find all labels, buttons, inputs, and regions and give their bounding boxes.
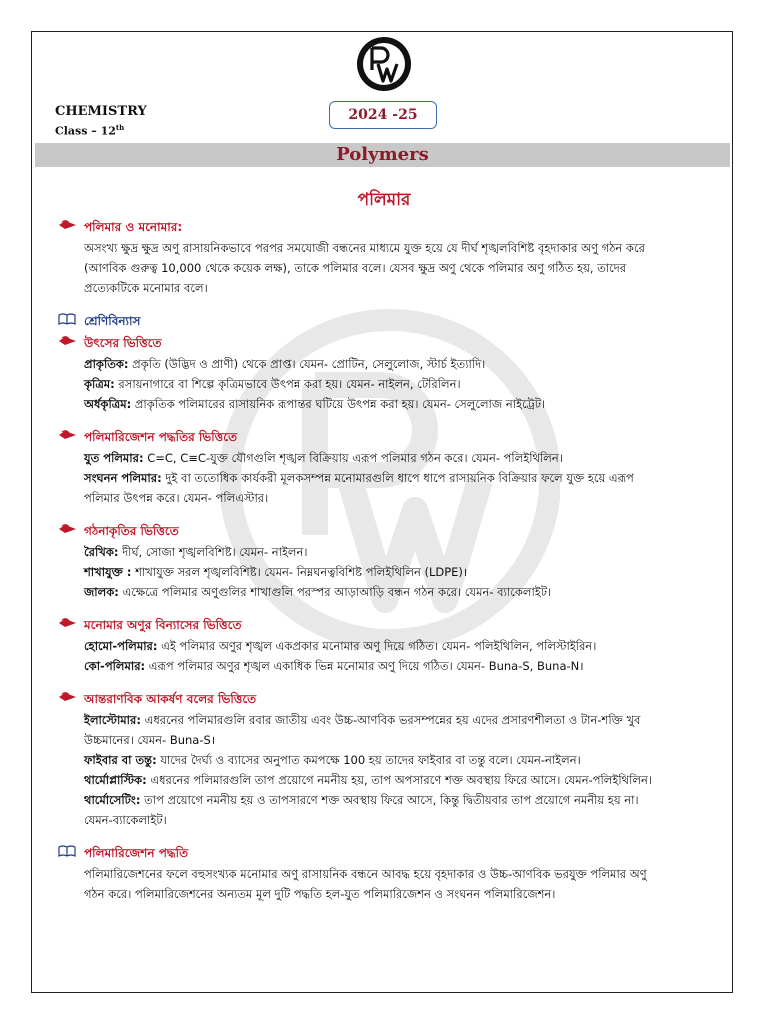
- section-heading: গঠনাকৃতির ভিত্তিতে: [58, 520, 733, 542]
- section-heading: পলিমার ও মনোমার:: [58, 216, 733, 238]
- pw-logo: [356, 36, 412, 92]
- section-heading: উৎসের ভিত্তিতে: [58, 332, 733, 354]
- definition-list: [58, 542, 733, 602]
- class-label: Class – 12th: [55, 123, 125, 138]
- definition-list: [58, 354, 733, 414]
- list-item: থার্মোসেটিং: তাপ প্রয়োগে নমনীয় হয় ও তাপসারণে শক্ত অবস্থায় ফিরে আসে, কিন্তু দ্বিতীয়বার তাপ প্রয়োগে নমনীয় হয় না।: [84, 793, 639, 807]
- paragraph: পলিমারিজেশনের ফলে বহুসংখ্যক মনোমার অণু রাসায়নিক বন্ধনে আবদ্ধ হয়ে বৃহদাকার ও উচ্চ-আণবিক ভরযুক্ত পলিমার অণু গঠন করে। পলিমারিজেশনের অন্যতম মূল দুটি পদ্ধতি হল-যুত পলিমারিজেশন ও সংঘনন পলিমারিজেশন।: [84, 867, 647, 901]
- section-heading: মনোমার অণুর বিন্যাসের ভিত্তিতে: [58, 614, 733, 636]
- list-item: প্রাকৃতিক: প্রকৃতি (উদ্ভিদ ও প্রাণী) থেকে প্রাপ্ত। যেমন- প্রোটিন, সেলুলোজ, স্টার্চ ইত্যাদি।: [84, 357, 486, 371]
- paragraph: অসংখ্য ক্ষুদ্র ক্ষুদ্র অণু রাসায়নিকভাবে পরপর সমযোজী বন্ধনের মাধ্যমে যুক্ত হয়ে যে দীর্ঘ শৃঙ্খলবিশিষ্ট বৃহদাকার অণু গঠন করে (আণবিক গুরুত্ব 10,000 থেকে কয়েক লক্ষ), তাকে পলিমার বলে। যেসব ক্ষুদ্র অণু থেকে পলিমার অণু গঠিত হয়, তাদের প্রত্যেকটিকে মনোমার বলে।: [84, 241, 645, 295]
- topic-title-bar: Polymers: [35, 143, 730, 167]
- section-heading: পলিমারিজেশন পদ্ধতির ভিত্তিতে: [58, 426, 733, 448]
- list-item: উচ্চমানের। যেমন- Buna-S।: [84, 733, 216, 747]
- pointing-hand-icon: [58, 689, 84, 709]
- list-item: কো-পলিমার: এরূপ পলিমার অণুর শৃঙ্খল একাধিক ভিন্ন মনোমার অণু দিয়ে গঠিত। যেমন- Buna-S, Buna-N।: [84, 659, 584, 673]
- list-item: রৈখিক: দীর্ঘ, সোজা শৃঙ্খলবিশিষ্ট। যেমন- নাইলন।: [84, 545, 308, 559]
- section-heading: পলিমারিজেশন পদ্ধতি: [58, 842, 733, 864]
- list-item: সংঘনন পলিমার: দুই বা ততোধিক কার্যকরী মূলকসম্পন্ন মনোমারগুলি ধাপে ধাপে রাসায়নিক বিক্রিয়ার ফলে যুক্ত হয়ে এরূপ: [84, 471, 634, 485]
- definition-list: [58, 448, 733, 508]
- section-heading: শ্রেণিবিন্যাস: [58, 310, 733, 332]
- list-item: জালক: এক্ষেত্রে পলিমার অণুগুলির শাখাগুলি পরস্পর আড়াআড়ি বন্ধন গঠন করে। যেমন- ব্যাকেলাইট।: [84, 585, 552, 599]
- pointing-hand-icon: [58, 217, 84, 237]
- list-item: শাখাযুক্ত : শাখাযুক্ত সরল শৃঙ্খলবিশিষ্ট। যেমন- নিম্নঘনত্ববিশিষ্ট পলিইথিলিন (LDPE)।: [84, 565, 468, 579]
- pointing-hand-icon: [58, 615, 84, 635]
- subject-label: CHEMISTRY: [55, 104, 147, 119]
- list-item: যুত পলিমার: C=C, C≡C-যুক্ত যৌগগুলি শৃঙ্খল বিক্রিয়ায় এরূপ পলিমার গঠন করে। যেমন- পলিইথিলিন।: [84, 451, 563, 465]
- list-item: ইলাস্টোমার: এধরনের পলিমারগুলি রবার জাতীয় এবং উচ্চ-আণবিক ভরসম্পন্নের হয় এদের প্রসারণশীলতা ও টান-শক্তি খুব: [84, 713, 641, 727]
- list-item: পলিমার উৎপন্ন করে। যেমন- পলিএস্টার।: [84, 491, 269, 505]
- pointing-hand-icon: [58, 427, 84, 447]
- session-year-badge: 2024 -25: [329, 101, 437, 129]
- section-heading: আন্তরাণবিক আকর্ষণ বলের ভিত্তিতে: [58, 688, 733, 710]
- list-item: যেমন-ব্যাকেলাইট।: [84, 813, 167, 827]
- definition-list: [58, 636, 733, 676]
- list-item: ফাইবার বা তন্তু: যাদের দৈর্ঘ্য ও ব্যাসের অনুপাত কমপক্ষে 100 হয় তাদের ফাইবার বা তন্তু বলে। যেমন-নাইলন।: [84, 753, 581, 767]
- pointing-hand-icon: [58, 333, 84, 353]
- bengali-title: পলিমার: [357, 190, 411, 210]
- list-item: অর্ধকৃত্রিম: প্রাকৃতিক পলিমারের রাসায়নিক রূপান্তর ঘটিয়ে উৎপন্ন করা হয়। যেমন- সেলুলোজ নাইট্রেট।: [84, 397, 546, 411]
- open-book-icon: [58, 311, 84, 331]
- list-item: থার্মোপ্লাস্টিক: এধরনের পলিমারগুলি তাপ প্রয়োগে নমনীয় হয়, তাপ অপসারণে শক্ত অবস্থায় ফিরে আসে। যেমন-পলিইথিলিন।: [84, 773, 652, 787]
- pointing-hand-icon: [58, 521, 84, 541]
- open-book-icon: [58, 843, 84, 863]
- list-item: হোমো-পলিমার: এই পলিমার অণুর শৃঙ্খল একপ্রকার মনোমার অণু দিয়ে গঠিত। যেমন- পলিইথিলিন, পলিস্টাইরিন।: [84, 639, 597, 653]
- definition-list: [58, 710, 733, 830]
- list-item: কৃত্রিম: রসায়নাগারে বা শিল্পে কৃত্রিমভাবে উৎপন্ন করা হয়। যেমন- নাইলন, টেরিলিন।: [84, 377, 461, 391]
- document-body: [58, 216, 733, 904]
